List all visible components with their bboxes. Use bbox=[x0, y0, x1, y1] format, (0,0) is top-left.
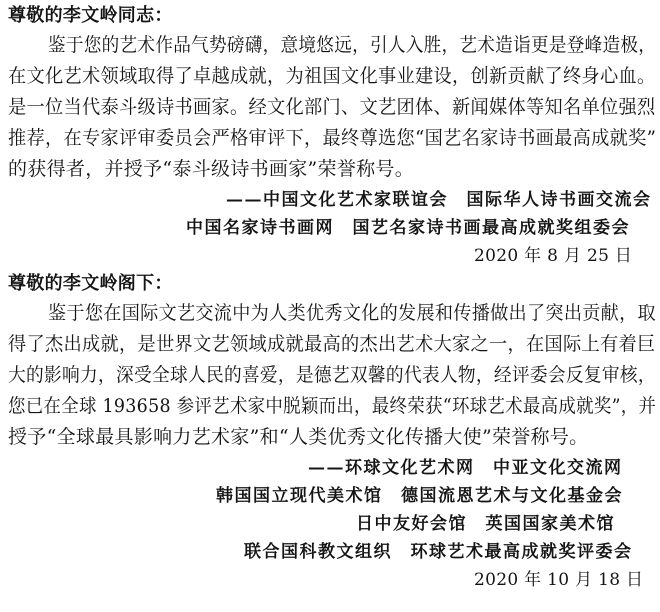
letter2-body-line: 授予“全球最具影响力艺术家”和“人类优秀文化传播大使”荣誉称号。 bbox=[8, 426, 589, 448]
letter1-body-line: 鉴于您的艺术作品气势磅礴，意境悠远，引人入胜，艺术造诣更是登峰造极， bbox=[48, 34, 657, 56]
letter2-body-line: 您已在全球 193658 参评艺术家中脱颖而出，最终荣获“环球艺术最高成就奖”，并 bbox=[8, 395, 657, 417]
letter1-body-line: 推荐，在专家评审委员会严格审评下，最终尊选您“国艺名家诗书画最高成就奖” bbox=[8, 127, 657, 149]
letter1-salutation: 尊敬的李文岭同志： bbox=[8, 5, 173, 26]
letter2-signature: 日中友好会馆 英国国家美术馆 bbox=[356, 514, 615, 534]
letter2-signature: ——环球文化艺术网 中亚文化交流网 bbox=[308, 458, 623, 478]
letter2-date: 2020 年 10 月 18 日 bbox=[474, 570, 644, 590]
letter2-body-line: 大的影响力，深受全球人民的喜爱，是德艺双馨的代表人物，经评委会反复审核， bbox=[8, 364, 656, 386]
letter1-signature: 中国名家诗书画网 国艺名家诗书画最高成就奖组委会 bbox=[186, 218, 630, 238]
letter2-signature: 韩国国立现代美术馆 德国流恩艺术与文化基金会 bbox=[216, 486, 623, 506]
letter1-signature: ——中国文化艺术家联谊会 国际华人诗书画交流会 bbox=[226, 190, 652, 210]
letter2-body-line: 鉴于您在国际文艺交流中为人类优秀文化的发展和传播做出了突出贡献，取 bbox=[48, 302, 656, 324]
letter2-body-line: 得了杰出成就，是世界文艺领域成就最高的杰出艺术大家之一，在国际上有着巨 bbox=[8, 333, 656, 355]
letter1-body-line: 的获得者，并授予“泰斗级诗书画家”荣誉称号。 bbox=[8, 158, 415, 180]
letter2-salutation: 尊敬的李文岭阁下： bbox=[8, 273, 173, 294]
letter1-body-line: 是一位当代泰斗级诗书画家。经文化部门、文艺团体、新闻媒体等知名单位强烈 bbox=[8, 96, 656, 118]
letter1-date: 2020 年 8 月 25 日 bbox=[474, 246, 633, 266]
letter1-body-line: 在文化艺术领域取得了卓越成就，为祖国文化事业建设，创新贡献了终身心血。 bbox=[8, 65, 656, 87]
letter2-signature: 联合国科教文组织 环球艺术最高成就奖评委会 bbox=[244, 542, 633, 562]
